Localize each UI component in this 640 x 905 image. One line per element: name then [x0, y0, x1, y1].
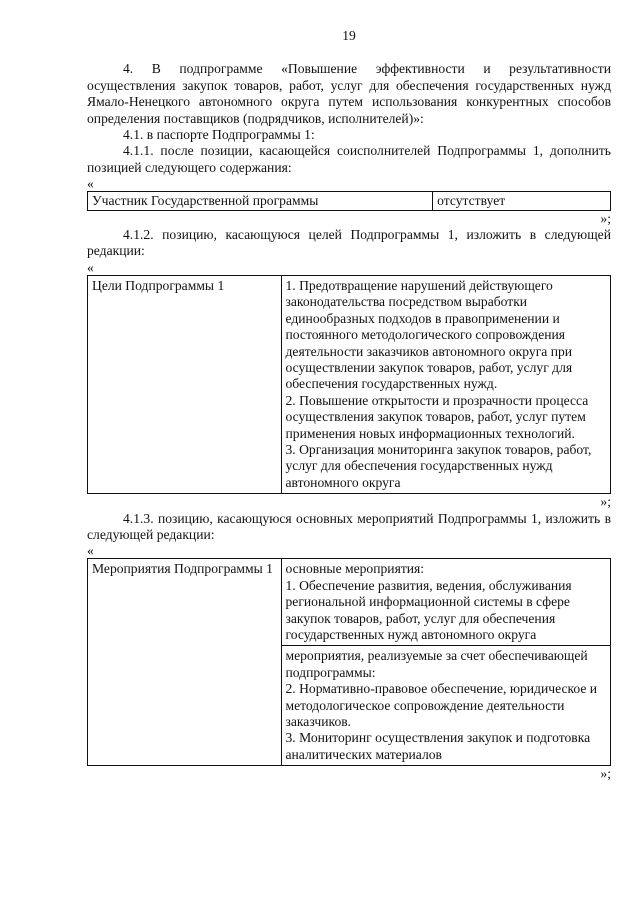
activity-heading-main: основные мероприятия:	[285, 561, 425, 577]
document-page	[87, 28, 611, 783]
activity-item-1: 1. Обеспечение развития, ведения, обслуживания региональной информационной системы в сфере закупок товаров, работ, услуг для обеспечения государственных нужд автономного округа	[285, 577, 572, 642]
table2-left-cell: Цели Подпрограммы 1	[88, 275, 282, 493]
activity-item-2: 2. Нормативно-правовое обеспечение, юридическое и методологическое сопровождение деятельности заказчиков.	[285, 681, 598, 730]
paragraph-4-1-3: 4.1.3. позицию, касающуюся основных мероприятий Подпрограммы 1, изложить в следующей редакции:	[87, 510, 611, 542]
goal-item-3: 3. Организация мониторинга закупок товаров, работ, услуг для обеспечения государственных нужд автономного округа	[285, 441, 592, 490]
paragraph-4-1-1: 4.1.1. после позиции, касающейся соисполнителей Подпрограммы 1, дополнить позицией следующего содержания:	[87, 143, 611, 175]
quote-open-3: «	[87, 543, 94, 559]
paragraph-4-1: 4.1. в паспорте Подпрограммы 1:	[123, 127, 315, 143]
table3-left-cell: Мероприятия Подпрограммы 1	[88, 559, 282, 766]
table-row	[88, 559, 611, 646]
goal-item-2: 2. Повышение открытости и прозрачности процесса осуществления закупок товаров, работ, услуг путем применения новых информационных технологий.	[285, 392, 589, 441]
quote-open-1: «	[87, 176, 94, 192]
activity-heading-support: мероприятия, реализуемые за счет обеспечивающей подпрограммы:	[285, 648, 588, 680]
table-activities	[87, 558, 611, 766]
quote-open-2: «	[87, 259, 94, 275]
table3-right-bottom-cell	[281, 646, 611, 766]
quote-close-3: »;	[600, 766, 611, 782]
page-number: 19	[342, 28, 356, 43]
table-row	[88, 275, 611, 493]
paragraph-4-1-2: 4.1.2. позицию, касающуюся целей Подпрограммы 1, изложить в следующей редакции:	[87, 227, 611, 259]
quote-close-1: »;	[600, 210, 611, 226]
paragraph-4: 4. В подпрограмме «Повышение эффективности и результативности осуществления закупок товаров, работ, услуг для обеспечения государственных нужд Ямало-Ненецкого автономного округа путем использования конкурентных способов определения поставщиков (подрядчиков, исполнителей)»:	[87, 61, 611, 126]
table-participant	[87, 191, 611, 210]
table1-left-cell: Участник Государственной программы	[88, 192, 433, 210]
table-row	[88, 192, 611, 210]
activity-item-3: 3. Мониторинг осуществления закупок и подготовка аналитических материалов	[285, 730, 591, 762]
table1-right-cell: отсутствует	[433, 192, 611, 210]
table3-right-top-cell	[281, 559, 611, 646]
goal-item-1: 1. Предотвращение нарушений действующего законодательства посредством выработки единообразных подходов в правоприменении и постоянного методологического сопровождения деятельности заказчиков автономного округа при осуществлении закупок товаров, работ, услуг для обеспечения государственных нужд.	[285, 277, 573, 392]
table2-right-cell	[281, 275, 611, 493]
quote-close-2: »;	[600, 494, 611, 510]
table-goals	[87, 275, 611, 494]
